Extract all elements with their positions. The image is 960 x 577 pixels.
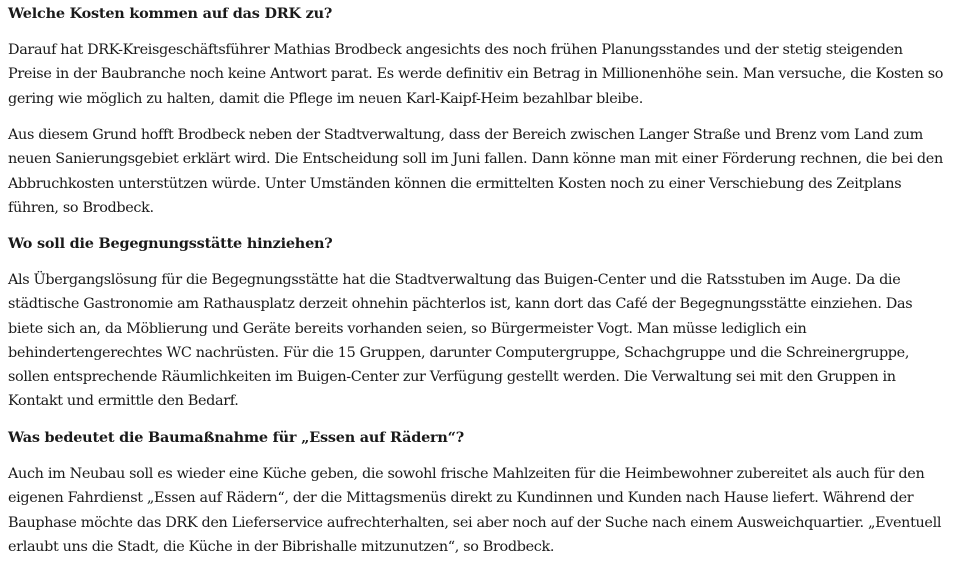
paragraph-costs-2: Aus diesem Grund hofft Brodbeck neben der Stadtverwaltung, dass der Bereich zwischen Langer Straße und Brenz vom Land zum neuen Sanierungsgebiet erklärt wird. Die Entscheidung soll im Juni fallen. Dann könne man mit einer Förderung rechnen, die bei den Abbruchkosten unterstützen würde. Unter Umständen können die ermittelten Kosten noch zu einer Verschiebung des Zeitplans führen, so Brodbeck. [8, 127, 943, 216]
section-heading-costs: Welche Kosten kommen auf das DRK zu? [8, 5, 333, 22]
paragraph-meeting-place-1: Als Übergangslösung für die Begegnungsstätte hat die Stadtverwaltung das Buigen-Center und die Ratsstuben im Auge. Da die städtische Gastronomie am Rathausplatz derzeit ohnehin pächterlos ist, kann dort das Café der Begegnungsstätte einziehen. Das biete sich an, da Möblierung und Geräte bereits vorhanden seien, so Bürgermeister Vogt. Man müsse lediglich ein behindertengerechtes WC nachrüsten. Für die 15 Gruppen, darunter Computergruppe, Schachgruppe und die Schreinergruppe, sollen entsprechende Räumlichkeiten im Buigen-Center zur Verfügung gestellt werden. Die Verwaltung sei mit den Gruppen in Kontakt und ermittle den Bedarf. [8, 272, 913, 410]
section-heading-meeting-place: Wo soll die Begegnungsstätte hinziehen? [8, 235, 333, 252]
section-heading-meals-on-wheels: Was bedeutet die Baumaßnahme für „Essen auf Rädern“? [8, 429, 464, 446]
paragraph-costs-1: Darauf hat DRK-Kreisgeschäftsführer Mathias Brodbeck angesichts des noch frühen Planungsstandes und der stetig steigenden Preise in der Baubranche noch keine Antwort parat. Es werde definitiv ein Betrag in Millionenhöhe sein. Man versuche, die Kosten so gering wie möglich zu halten, damit die Pflege im neuen Karl-Kaipf-Heim bezahlbar bleibe. [8, 42, 944, 107]
paragraph-meals-on-wheels-1: Auch im Neubau soll es wieder eine Küche geben, die sowohl frische Mahlzeiten für die Heimbewohner zubereitet als auch für den eigenen Fahrdienst „Essen auf Rädern“, der die Mittagsmenüs direkt zu Kundinnen und Kunden nach Hause liefert. Während der Bauphase möchte das DRK den Lieferservice aufrechterhalten, sei aber noch auf der Suche nach einem Ausweichquartier. „Eventuell erlaubt uns die Stadt, die Küche in der Bibrishalle mitzunutzen“, so Brodbeck. [8, 466, 942, 555]
